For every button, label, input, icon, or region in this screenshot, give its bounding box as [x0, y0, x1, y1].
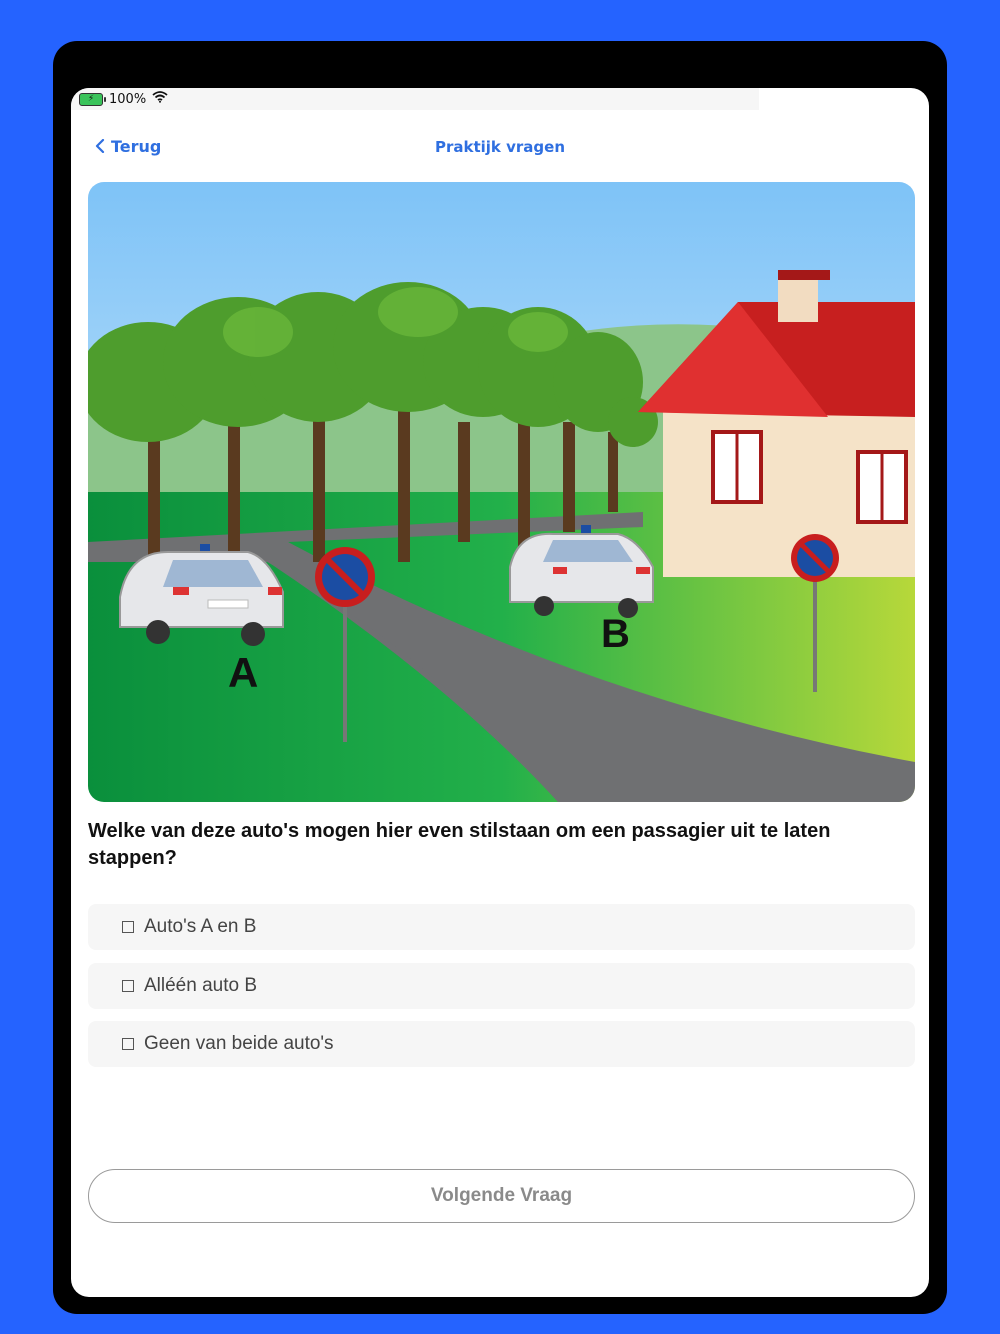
answer-option-label: Geen van beide auto's: [144, 1033, 334, 1054]
question-text: Welke van deze auto's mogen hier even stilstaan om een passagier uit te laten stappen?: [88, 820, 831, 869]
svg-text:B: B: [601, 612, 630, 656]
checkbox-icon: [122, 1038, 134, 1050]
app-screen: [71, 88, 929, 1297]
status-bar: [71, 88, 759, 110]
wifi-icon: [152, 91, 168, 107]
checkbox-icon: [122, 980, 134, 992]
svg-text:A: A: [228, 649, 259, 696]
navigation-bar: [71, 128, 929, 168]
next-question-button[interactable]: Volgende Vraag: [88, 1169, 915, 1223]
answer-option[interactable]: [88, 904, 915, 950]
question-illustration: [88, 182, 915, 802]
checkbox-icon: [122, 921, 134, 933]
page-title: Praktijk vragen: [434, 138, 566, 156]
back-label: Terug: [111, 136, 162, 156]
answer-option[interactable]: [88, 963, 915, 1009]
answer-option-label: Auto's A en B: [144, 916, 257, 937]
battery-icon: ⚡: [79, 93, 103, 106]
answer-option-label: Alléén auto B: [144, 975, 258, 996]
answer-option[interactable]: [88, 1021, 915, 1067]
battery-percentage: 100%: [109, 91, 147, 107]
